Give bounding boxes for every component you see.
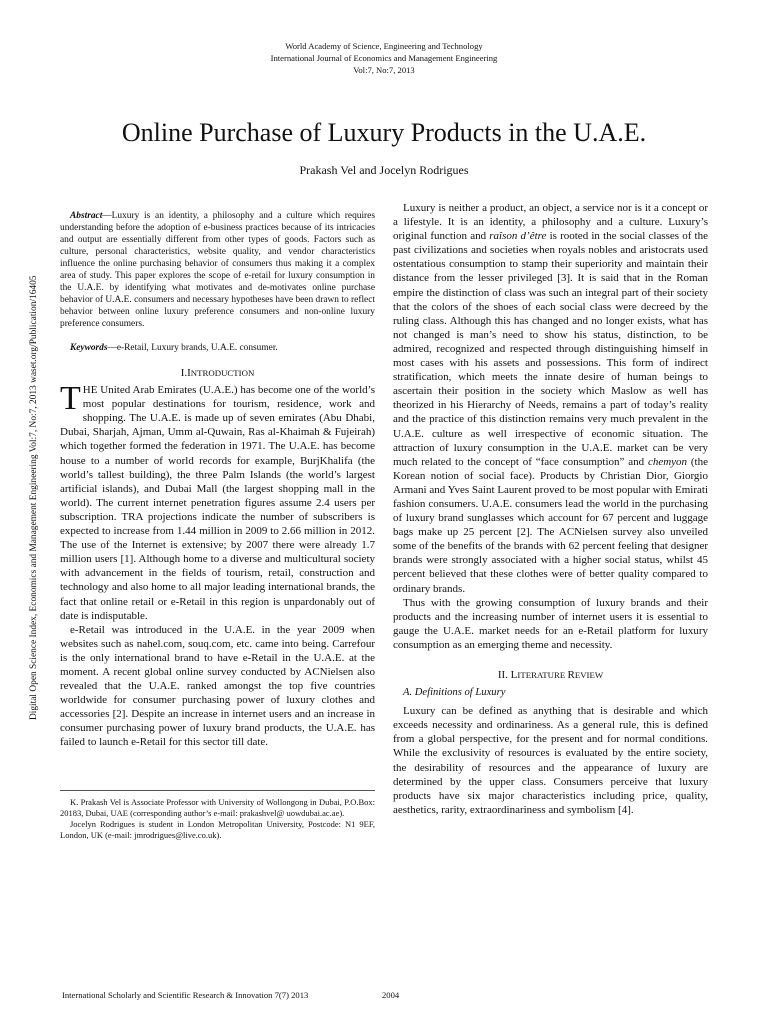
abstract xyxy=(60,210,375,330)
intro-paragraph-2: e-Retail was introduced in the U.A.E. in the year 2009 when websites such as nahel.com, souq.com, etc. came into being. Carrefour is the only international brand to have e-Retail in the U.A.E. at the moment. A recent global online survey conducted by ACNielsen also revealed that the U.A.E. ranked amongst the top five countries worldwide for consumer purchasing power of luxury clothes and accessories [2]. Despite an increase in internet users and an increase in consumer purchasing power of luxury brand products, the U.A.E. has failed to launch e-Retail for this sector till date. xyxy=(60,623,375,749)
keywords-dash: — xyxy=(107,343,117,353)
keywords xyxy=(60,342,375,354)
left-column xyxy=(60,210,375,841)
definitions-paragraph: Luxury can be defined as anything that is desirable and which exceeds necessity and ordinariness. As a general rule, this is defined from a global perspective, for the present and for normal conditions. While the exclusivity of resources is evaluated by the entire society, the desirability of resources and the appearance of luxury are determined by the upper class. Consumers perceive that luxury products have six major characteristics including price, quality, aesthetics, rarity, extraordinariness and symbolism [4]. xyxy=(393,705,708,816)
footnote-2: Jocelyn Rodrigues is student in London Metropolitan University, Postcode: N1 9EF, London, UK (e-mail: jmrodrigues@live.co.uk). xyxy=(60,818,375,840)
journal-header-line2: International Journal of Economics and Management Engineering xyxy=(270,53,498,63)
journal-header xyxy=(0,40,768,76)
section1-first-letter: I xyxy=(187,367,191,379)
section1-rest: NTRODUCTION xyxy=(190,368,255,378)
footnote-1: K. Prakash Vel is Associate Professor with University of Wollongong in Dubai, P.O.Box: 20183, Dubai, UAE (corresponding author’s e-mail: prakashvel@ uowdubai.ac.ae). xyxy=(60,796,375,818)
footer-publisher: International Scholarly and Scientific Research & Innovation 7(7) 2013 xyxy=(62,990,309,1000)
section2-first-letter: L xyxy=(510,669,518,681)
keywords-label: Keywords xyxy=(70,343,108,353)
abstract-dash: — xyxy=(102,211,112,221)
drop-cap: T xyxy=(60,380,81,418)
journal-header-line3: Vol:7, No:7, 2013 xyxy=(353,65,415,75)
section-heading-literature-review xyxy=(393,668,708,682)
side-text: Digital Open Science Index, Economics and Management Engineering Vol:7, No:7, 2013 waset.org/Publication/16405 xyxy=(29,275,39,720)
subsection-heading: A. Definitions of Luxury xyxy=(403,687,506,699)
abstract-label: Abstract xyxy=(70,211,103,221)
section2-first-letter-2: R xyxy=(567,669,575,681)
luxury-p1-italic-1: raîson d’être xyxy=(489,230,547,243)
section2-rest-2: EVIEW xyxy=(574,670,604,680)
luxury-paragraph-1 xyxy=(393,201,708,596)
journal-header-line1: World Academy of Science, Engineering and Technology xyxy=(285,41,483,51)
luxury-p1-italic-2: chemyon xyxy=(647,455,688,468)
luxury-p1-a: Luxury is neither a product, an object, a service nor is it a concept or a lifestyle. It is an identity, a philosophy and a culture. Luxury’s original function and xyxy=(393,202,708,243)
section2-rest: ITERATURE xyxy=(517,670,568,680)
luxury-p1-b: is rooted in the social classes of the past civilizations and societies when royals nobles and aristocrats used ostentatious consumption to stamp their superiority and maintain their distance from the lesser privileged [3]. It is said that in the Roman empire the distinction of class was such an integral part of their society that the colors of the shoes of each social class were decreed by the ruling class. Although this has changed and no longer exists, what has not changed is man’s need to show his status, distinction, to be admired, recognized and respected through distinguishing himself in most cases with his assets and possessions. This form of indirect stratification, which meets the innate desire of human beings to ascertain their position in the society which Maslow as well has theorized in his Hierarchy of Needs, remains a part of today’s reality and the practice of this distinction remains very much prevalent in the U.A.E. culture as well irrespective of economic situation. The attraction of luxury consumption in the U.A.E. market can be very much related to the concept of “face consumption” and xyxy=(393,230,708,468)
keywords-text: e-Retail, Luxury brands, U.A.E. consumer. xyxy=(116,343,278,353)
authors: Prakash Vel and Jocelyn Rodrigues xyxy=(299,163,469,177)
page-number: 2004 xyxy=(382,990,400,1000)
luxury-p1-c: (the Korean notion of social face). Products by Christian Dior, Giorgio Armani and Yves Saint Laurent proved to be most popular with Emirati fashion consumers. U.A.E. consumers lead the world in the purchasing of luxury brand sunglasses which account for 67 percent and luggage bags make up 25 percent [2]. The ACNielsen survey also unveiled some of the benefits of the brands with 62 percent feeling that designer brands were strongly associated with a higher social status, whilst 45 percent believed that these clothes were of better quality compared to ordinary brands. xyxy=(393,455,708,595)
section1-number: I. xyxy=(180,367,188,379)
abstract-text: Luxury is an identity, a philosophy and a culture which requires understanding before the adoption of e-business practices because of its intricacies and output are essentially different from other types of goods. Factors such as culture, personal characteristics, website quality, and vendor characteristics influence the online purchasing behavior of consumers thus making it a complex area of study. This paper explores the scope of e-retail for luxury consumption in the U.A.E. by identifying what motivates and de-motivates online purchase behavior of U.A.E. consumers and necessary hypotheses have been drawn to reflect behavior between online luxury preference consumers and non-online luxury preference consumers. xyxy=(60,211,375,329)
intro-paragraph-1 xyxy=(60,380,375,623)
section2-number: II. xyxy=(497,669,508,681)
right-column xyxy=(393,201,708,817)
intro-paragraph-1-text: HE United Arab Emirates (U.A.E.) has become one of the world’s most popular destinations for tourism, residence, work and shopping. The U.A.E. is made up of seven emirates (Abu Dhabi, Dubai, Sharjah, Ajman, Umm al-Quwain, Ras al-Khaimah & Fujeirah) which together formed the federation in 1971. The U.A.E. has become house to a number of world records for example, BurjKhalifa (the world’s tallest building), the three Palm Islands (the world’s largest artificial islands), and Dubai Mall (the largest shopping mall in the world). The current internet penetration figures assume 2.4 users per subscription. TRA projections indicate the number of subscribers is expected to increase from 1.44 million in 2009 to 2.66 million in 2012. The use of the Internet is extensive; by 2007 there were already 1.7 million users [1]. Although home to a diverse and multicultural society with advancement in the fields of tourism, retail, construction and technology and also home to all major leading international brands, the fact that online retail or e-Retail in this region is unpardonably out of date is indisputable. xyxy=(60,384,375,622)
footnote-divider xyxy=(60,790,375,791)
luxury-paragraph-2: Thus with the growing consumption of luxury brands and their products and the increasing number of internet users it is essential to gauge the U.A.E. market needs for an e-Retail platform for luxury consumption as an emerging theme and necessity. xyxy=(393,596,708,651)
section-heading-introduction xyxy=(60,366,375,380)
paper-title: Online Purchase of Luxury Products in the U.A.E. xyxy=(121,118,647,147)
